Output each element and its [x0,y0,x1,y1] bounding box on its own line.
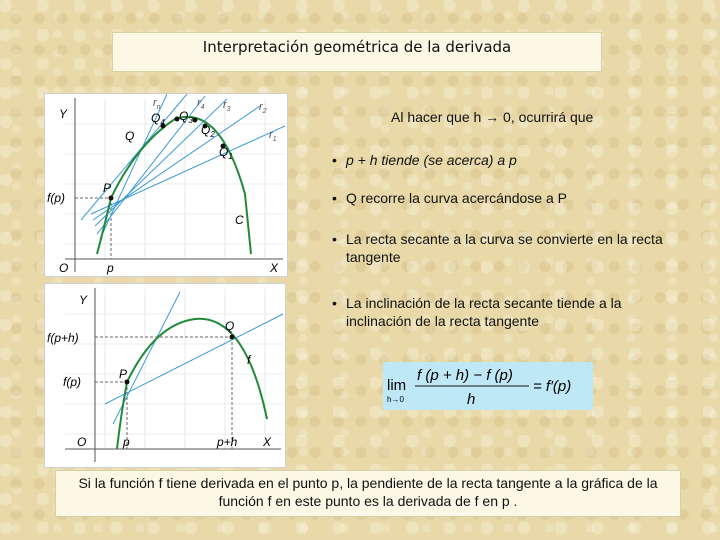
formula-rhs: = f′(p) [533,378,572,395]
q2-label: $Q_2$ [201,123,215,139]
y-axis-label: Y [59,107,68,121]
curve-f-label: f [247,353,251,367]
point-q-label: Q [225,319,235,333]
formula-svg [383,362,593,410]
bullet-text: Q recorre la curva acercándose a P [346,190,567,206]
x-axis-label: X [270,261,279,275]
bullet-dot: • [332,295,337,311]
bullet-text: La recta secante a la curva se convierte en la recta tangente [346,231,663,265]
point-p-label: P [103,181,112,195]
p-tick-label: p [107,261,114,275]
fp-tick-label: f(p) [47,191,65,205]
origin-label: O [59,261,69,275]
curve-f [117,319,267,449]
bullet-dot: • [332,231,337,247]
secant-tangent-graph-svg [45,284,285,467]
rn-label: $r_n$ [153,97,161,111]
p-tick-label: p [123,435,130,449]
bullet-4 [332,294,682,330]
origin-label: O [77,435,87,449]
bullet-text: p + h tiende (se acerca) a p [346,152,517,168]
curve-c [97,117,251,254]
point-p-label: P [119,367,128,381]
secants-graph [44,93,288,277]
fp-tick-label: f(p) [63,375,81,389]
bullet-1 [332,151,682,169]
r4-label: $r_4$ [197,97,205,111]
r1-label: $r_1$ [269,129,277,143]
point-q [230,335,235,340]
curve-c-label: C [235,213,244,227]
q1-label: $Q_1$ [219,145,233,161]
x-axis-label: X [263,435,272,449]
r3-label: $r_3$ [223,99,231,113]
r2-label: $r_2$ [259,101,267,115]
bullet-text: La inclinación de la recta secante tiende a la inclinación de la recta tangente [346,295,622,329]
formula-lim-sub: h→0 [387,395,404,404]
ph-tick-label: p+h [217,435,238,449]
secants-graph-svg [45,94,287,276]
formula-numerator: f (p + h) − f (p) [417,367,513,384]
intro-text: Al hacer que h → 0, ocurrirá que [391,109,594,125]
secant-tangent-graph [44,283,286,468]
bullet-dot: • [332,190,337,206]
bullet-2 [332,189,682,207]
bullet-3 [332,230,682,266]
secant-line [105,314,283,404]
slide-title: Interpretación geométrica de la derivada [112,32,602,72]
q3-label: $Q_3$ [179,109,193,125]
bullet-dot: • [332,152,337,168]
formula-denominator: h [467,391,476,408]
q4-label: $Q_4$ [151,111,165,127]
y-axis-label: Y [79,293,88,307]
fph-tick-label: f(p+h) [47,331,79,345]
q-label: Q [125,129,135,143]
conclusion-text: Si la función f tiene derivada en el punto p, la pendiente de la recta tangente a la gráfica de la función f en este punto es la derivada de f en p . [55,470,681,517]
derivative-formula [383,362,593,410]
formula-lim: lim [387,377,407,394]
